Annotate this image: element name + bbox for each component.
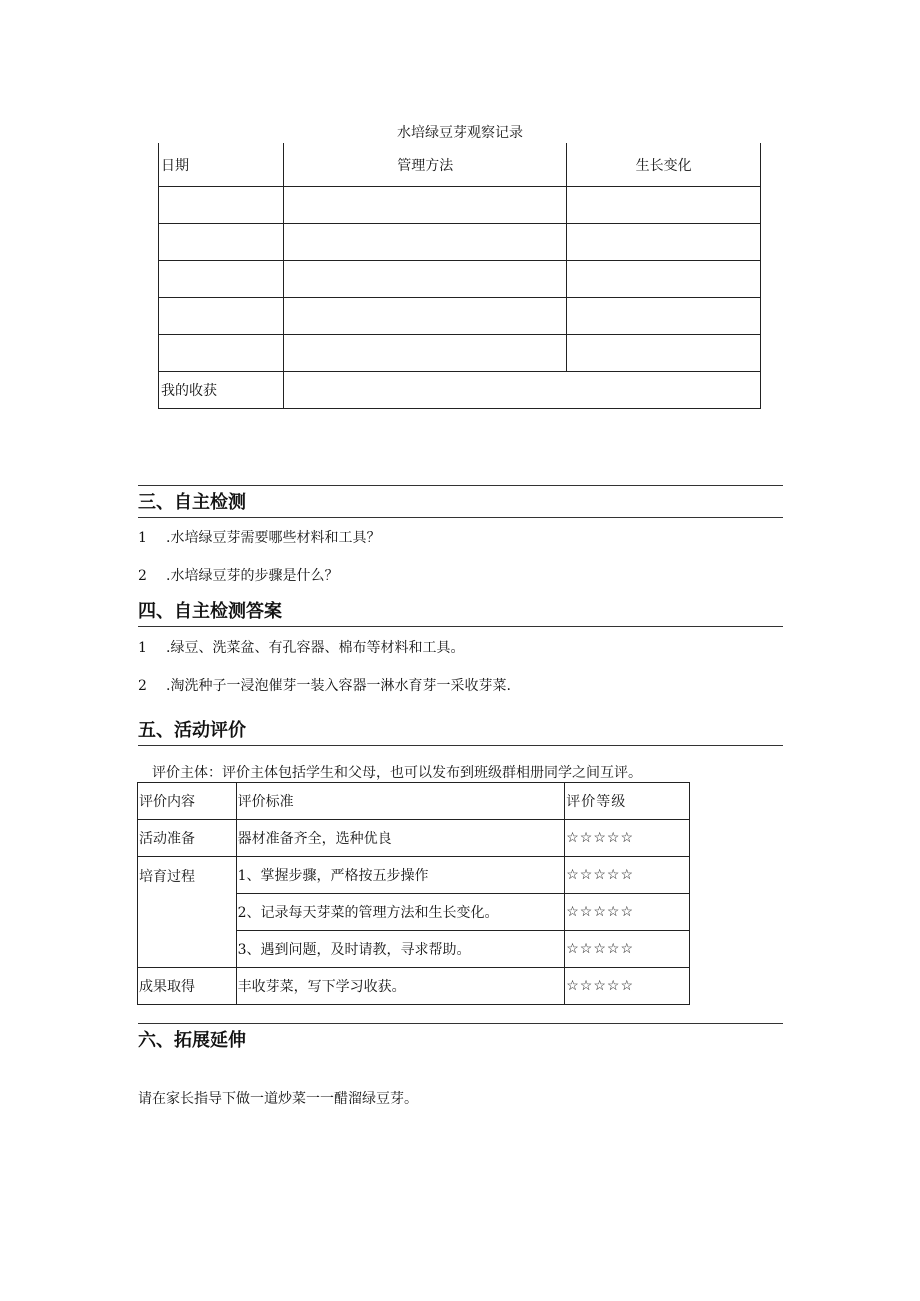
item-text: .水培绿豆芽需要哪些材料和工具？	[166, 530, 381, 546]
answer-2	[138, 676, 511, 696]
section3-top-rule	[138, 485, 783, 486]
item-number: 1	[138, 640, 147, 656]
item-text: .水培绿豆芽的步骤是什么？	[166, 568, 339, 584]
growth-cell	[567, 335, 761, 372]
date-cell	[159, 224, 284, 261]
observation-caption: 水培绿豆芽观察记录	[397, 125, 523, 141]
rating-stars: ☆☆☆☆☆	[565, 894, 690, 931]
evaluation-table	[137, 782, 690, 1005]
method-cell	[284, 187, 567, 224]
item-text: .绿豆、洗菜盆、有孔容器、棉布等材料和工具。	[166, 640, 465, 656]
rating-stars: ☆☆☆☆☆	[565, 820, 690, 857]
item-number: 2	[138, 678, 147, 694]
criteria-cell: 器材准备齐全，选种优良	[236, 820, 565, 857]
header-date: 日期	[159, 143, 284, 187]
section4-title: 四、自主检测答案	[138, 598, 783, 627]
header-method: 管理方法	[284, 143, 567, 187]
method-cell	[284, 335, 567, 372]
growth-cell	[567, 187, 761, 224]
observation-header-row	[159, 143, 761, 187]
evaluation-header-row	[138, 783, 690, 820]
question-2	[138, 566, 338, 586]
header-rating: 评价等级	[565, 783, 690, 820]
content-cell: 培育过程	[138, 857, 237, 968]
table-row	[159, 224, 761, 261]
content-cell: 活动准备	[138, 820, 237, 857]
date-cell	[159, 261, 284, 298]
method-cell	[284, 298, 567, 335]
section5-title: 五、活动评价	[138, 717, 783, 746]
header-growth: 生长变化	[567, 143, 761, 187]
table-row	[138, 820, 690, 857]
header-criteria: 评价标准	[236, 783, 565, 820]
item-text: .淘洗种子一浸泡催芽一装入容器一淋水育芽一采收芽菜.	[166, 678, 511, 694]
criteria-cell: 3、遇到问题，及时请教，寻求帮助。	[236, 931, 565, 968]
harvest-label: 我的收获	[159, 372, 284, 409]
question-1	[138, 528, 380, 548]
section6-top-rule	[138, 1023, 783, 1024]
date-cell	[159, 335, 284, 372]
criteria-cell: 1、掌握步骤，严格按五步操作	[236, 857, 565, 894]
table-row	[138, 857, 690, 894]
table-row	[159, 187, 761, 224]
harvest-cell	[284, 372, 761, 409]
rating-stars: ☆☆☆☆☆	[565, 968, 690, 1005]
evaluation-intro: 评价主体：评价主体包括学生和父母，也可以发布到班级群相册同学之间互评。	[152, 765, 642, 781]
harvest-row	[159, 372, 761, 409]
table-row	[159, 335, 761, 372]
extension-text: 请在家长指导下做一道炒菜一一醋溜绿豆芽。	[138, 1091, 418, 1107]
section6-title: 六、拓展延伸	[138, 1030, 246, 1051]
table-row	[138, 968, 690, 1005]
section3-title: 三、自主检测	[138, 489, 783, 518]
growth-cell	[567, 224, 761, 261]
criteria-cell: 2、记录每天芽菜的管理方法和生长变化。	[236, 894, 565, 931]
table-row	[159, 298, 761, 335]
observation-table	[158, 143, 761, 409]
item-number: 1	[138, 530, 147, 546]
rating-stars: ☆☆☆☆☆	[565, 857, 690, 894]
growth-cell	[567, 261, 761, 298]
table-row	[159, 261, 761, 298]
rating-stars: ☆☆☆☆☆	[565, 931, 690, 968]
item-number: 2	[138, 568, 147, 584]
criteria-cell: 丰收芽菜，写下学习收获。	[236, 968, 565, 1005]
date-cell	[159, 298, 284, 335]
method-cell	[284, 261, 567, 298]
method-cell	[284, 224, 567, 261]
date-cell	[159, 187, 284, 224]
growth-cell	[567, 298, 761, 335]
content-cell: 成果取得	[138, 968, 237, 1005]
answer-1	[138, 638, 464, 658]
header-content: 评价内容	[138, 783, 237, 820]
